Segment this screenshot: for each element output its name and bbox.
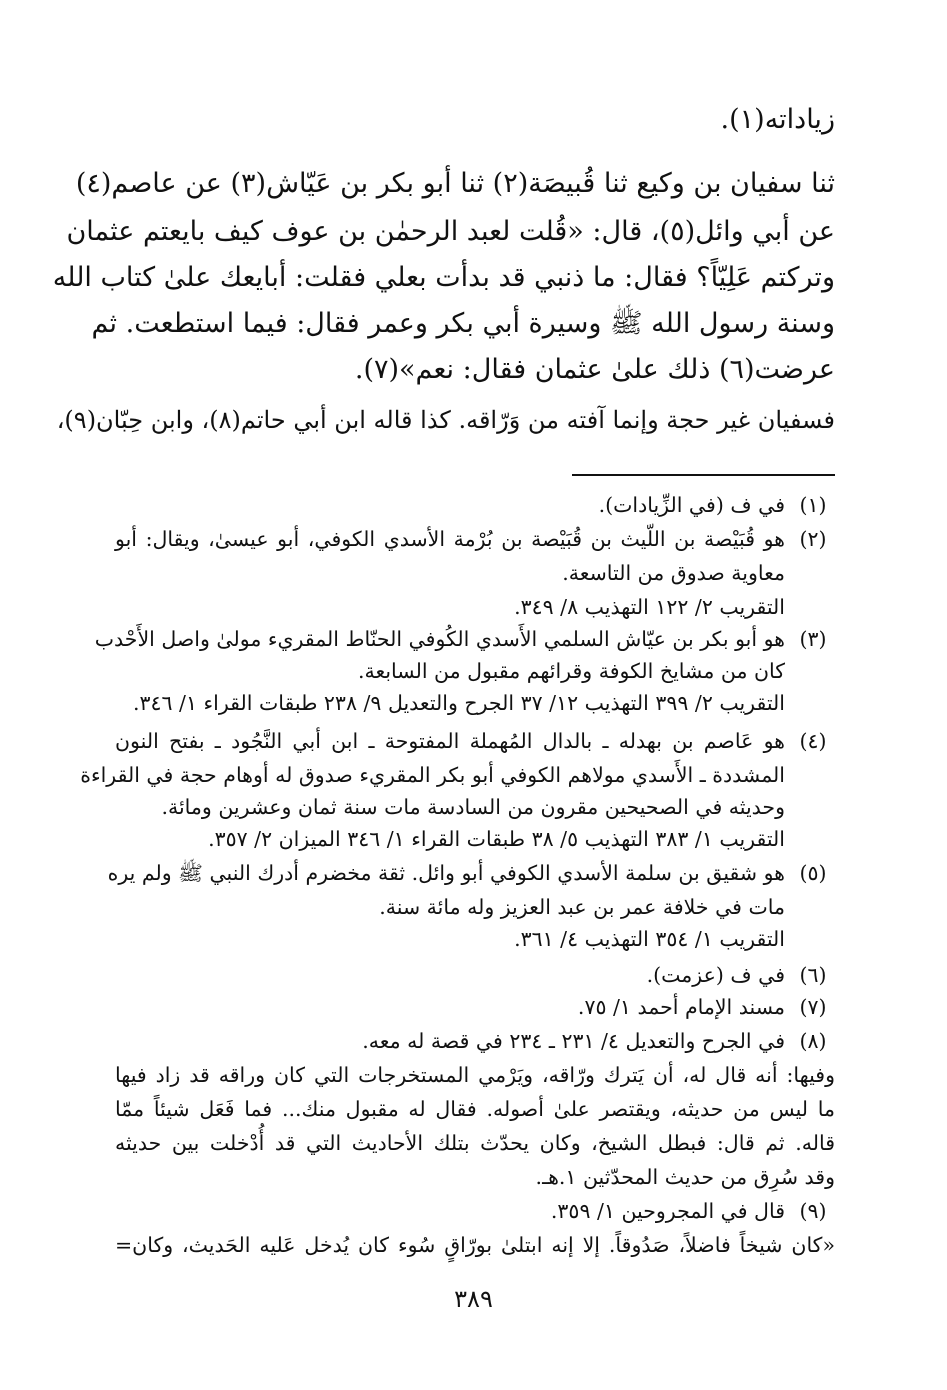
footnote-text: التقريب ١/ ٣٨٣ التهذيب ٥/ ٣٨ طبقات القراء ١/ ٣٤٦ الميزان ٢/ ٣٥٧. (208, 827, 785, 851)
footnote-text: قاله. ثم قال: فبطل الشيخ، وكان يحدّث بتلك الأحاديث التي قد أُدْخلت بين حديثه (115, 1131, 835, 1155)
footnote-text: «كان شيخاً فاضلاً، صَدُوقاً. إلا إنه ابتلىٰ بورّاقٍ سُوء كان يُدخل عَليه الحَديث، وكان= (115, 1233, 835, 1257)
footnote-number: (٢) (799, 527, 827, 551)
footnote-number: (٩) (799, 1199, 827, 1223)
footnote-text: هو عَاصم بن بهدله ـ بالدال المُهملة المفتوحة ـ ابن أبي النَّجُود ـ بفتح النون (115, 729, 785, 753)
footnote-text: التقريب ٢/ ٣٩٩ التهذيب ١٢/ ٣٧ الجرح والتعديل ٩/ ٢٣٨ طبقات القراء ١/ ٣٤٦. (132, 691, 785, 715)
body-line-1: زياداته(١). (720, 104, 835, 135)
footnote-number: (٤) (799, 729, 827, 753)
body-line-6: عرضت(٦) ذلك علىٰ عثمان فقال: نعم»(٧). (354, 354, 835, 385)
footnote-text: قال في المجروحين ١/ ٣٥٩. (550, 1199, 785, 1223)
footnote-text: هو قُبَيْصة بن اللّيث بن قُبَيْصة بن بُرْمة الأسدي الكوفي، أبو عيسىٰ، ويقال: أبو (115, 527, 785, 551)
footnote-number: (١) (799, 493, 827, 517)
body-line-5: وسنة رسول الله ﷺ وسيرة أبي بكر وعمر فقال: فيما استطعت. ثم (91, 308, 835, 339)
footnote-text: هو شقيق بن سلمة الأسدي الكوفي أبو وائل. ثقة مخضرم أدرك النبي ﷺ ولم يره (107, 861, 785, 885)
footnote-number: (٨) (799, 1029, 827, 1053)
footnote-number: (٥) (799, 861, 827, 885)
footnote-text: وفيها: أنه قال له، أن يَترك ورّاقه، ويَرْمي المستخرجات التي كان وراقه قد زاد فيها (115, 1063, 835, 1087)
footnote-number: (٧) (799, 995, 827, 1019)
body-line-2: ثنا سفيان بن وكيع ثنا قُبيصَة(٢) ثنا أبو بكر بن عَيّاش(٣) عن عاصم(٤) (75, 168, 835, 199)
footnote-text: مسند الإمام أحمد ١/ ٧٥. (577, 995, 785, 1019)
footnote-text: المشددة ـ الأَسدي مولاهم الكوفي أبو بكر المقريء صدوق له أوهام حجة في القراءة (80, 763, 785, 787)
page-number: ٣٨٩ (454, 1285, 493, 1313)
footnote-text: كان من مشايخ الكوفة وقرائهم مقبول من السابعة. (357, 659, 785, 683)
footnote-text: التقريب ٢/ ١٢٢ التهذيب ٨/ ٣٤٩. (514, 595, 785, 619)
footnote-text: ما ليس من حديثه، ويقتصر علىٰ أصوله. فقال له مقبول منك... فما فَعَل شيئاً ممّا (115, 1097, 835, 1121)
footnote-number: (٦) (799, 963, 827, 987)
footnote-number: (٣) (799, 627, 827, 651)
body-line-7: فسفيان غير حجة وإنما آفته من وَرّاقه. كذا قاله ابن أبي حاتم(٨)، وابن حِبّان(٩)، (56, 406, 835, 434)
footnote-text: معاوية صدوق من التاسعة. (562, 561, 785, 585)
body-line-3: عن أبي وائل(٥)، قال: «قُلت لعبد الرحمٰن بن عوف كيف بايعتم عثمان (66, 216, 835, 247)
footnote-text: هو أبو بكر بن عيّاش السلمي الأَسدي الكُوفي الحنّاط المقريء مولىٰ واصل الأَحْدب (94, 627, 785, 651)
footnote-text: مات في خلافة عمر بن عبد العزيز وله مائة سنة. (379, 895, 785, 919)
footnote-text: في ف (عزمت). (646, 963, 785, 987)
footnote-text: التقريب ١/ ٣٥٤ التهذيب ٤/ ٣٦١. (514, 927, 785, 951)
body-line-4: وتركتم عَلِيّاً؟ فقال: ما ذنبي قد بدأت بعلي فقلت: أبايعك علىٰ كتاب الله (52, 262, 835, 293)
footnote-text: في ف (في الزِّيادات). (598, 493, 785, 517)
footnote-text: في الجرح والتعديل ٤/ ٢٣١ ـ ٢٣٤ في قصة له معه. (362, 1029, 785, 1053)
footnote-separator (572, 474, 835, 476)
footnote-text: وحديثه في الصحيحين مقرون من السادسة مات سنة ثمان وعشرين ومائة. (161, 795, 785, 819)
footnote-text: وقد سُرِق من حديث المحدّثين ١.هـ. (535, 1165, 835, 1189)
